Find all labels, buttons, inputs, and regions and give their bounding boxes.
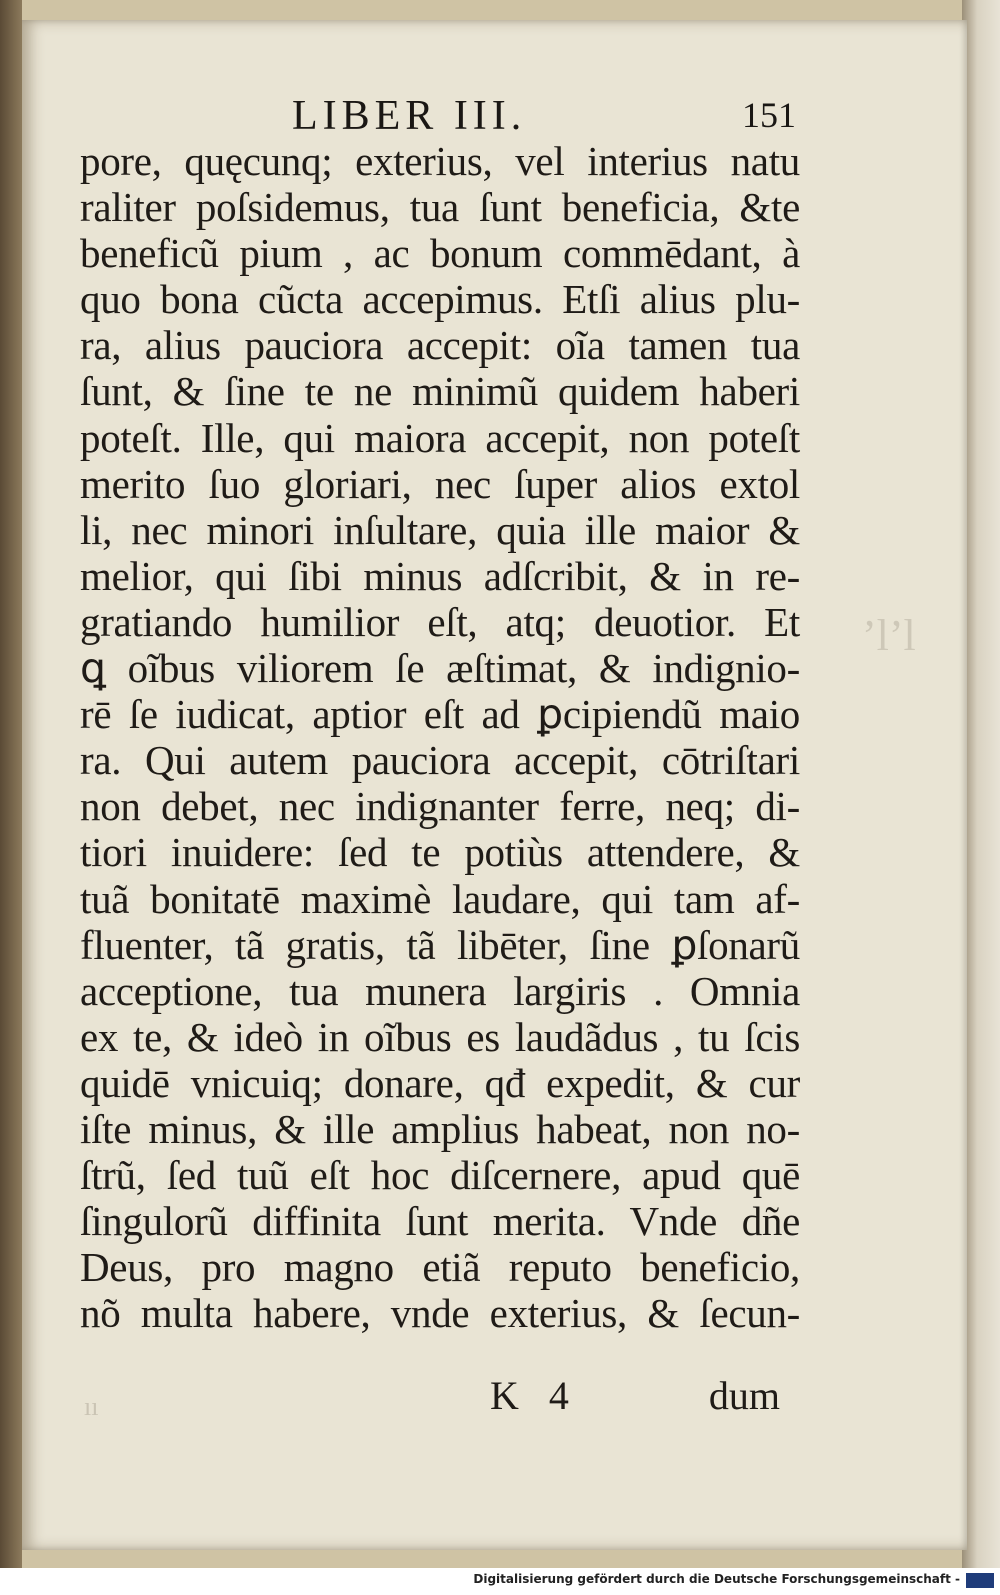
text-line: ſingulorũ diffinita ſunt merita. Vnde dñe <box>80 1198 800 1245</box>
text-line: ra. Qui autem pauciora accepit, cōtriſtari <box>80 737 800 784</box>
text-block <box>80 138 800 1336</box>
signature-row <box>80 1372 780 1422</box>
text-line: tiori inuidere: ſed te potiùs attendere, & <box>80 829 800 876</box>
text-line: ſtrũ, ſed tuũ eſt hoc diſcernere, apud quē <box>80 1152 800 1199</box>
text-line: acceptione, tua munera largiris . Omnia <box>80 967 800 1014</box>
text-line: quidē vnicuiq; donare, qđ expedit, & cur <box>80 1059 800 1106</box>
text-line: ſunt, & ſine te ne minimũ quidem haberi <box>80 368 800 415</box>
text-line: melior, qui ſibi minus adſcribit, & in re- <box>80 552 800 599</box>
text-line: beneficũ pium , ac bonum commēdant, à <box>80 230 800 277</box>
text-line: poteſt. Ille, qui maiora accepit, non poteſt <box>80 414 800 461</box>
text-line: ex te, & ideò in oĩbus es laudãdus , tu ſcis <box>80 1013 800 1060</box>
text-line: li, nec minori inſultare, quia ille maior & <box>80 506 800 553</box>
spine-shadow <box>0 0 22 1568</box>
running-head <box>22 92 967 142</box>
signature-mark: K 4 <box>490 1373 569 1418</box>
text-line: rē ſe iudicat, aptior eſt ad ꝑcipiendũ maio <box>80 691 800 738</box>
text-line: ra, alius pauciora accepit: oĩa tamen tua <box>80 322 800 369</box>
text-line: gratiando humilior eſt, atq; deuotior. Et <box>80 598 800 645</box>
folio-number: 151 <box>742 95 796 135</box>
text-line: iſte minus, & ille amplius habeat, non no- <box>80 1105 800 1152</box>
text-line: nõ multa habere, vnde exterius, & ſecun- <box>80 1290 800 1337</box>
show-through-mark: ıı <box>84 1392 99 1421</box>
text-line: tuã bonitatē maximè laudare, qui tam af- <box>80 875 800 922</box>
text-line: fluenter, tã gratis, tã libēter, ſine ꝑſonarũ <box>80 921 800 968</box>
text-line: quo bona cũcta accepimus. Etſi alius plu- <box>80 276 800 323</box>
book-page <box>22 20 967 1550</box>
page-edge <box>962 0 1000 1568</box>
footer-bar <box>0 1568 1000 1595</box>
running-head-title: LIBER III. <box>292 93 527 139</box>
catchword: dum <box>708 1373 780 1418</box>
funding-credit: Digitalisierung gefördert durch die Deutsche Forschungsgemeinschaft - <box>473 1572 960 1586</box>
text-line: raliter poſsidemus, tua ſunt beneficia, &te <box>80 184 800 231</box>
show-through-mark: ’l’l <box>862 611 916 660</box>
text-line: pore, quęcunq; exterius, vel interius natu <box>80 138 800 184</box>
text-line: ꝗ oĩbus viliorem ſe æſtimat, & indignio- <box>80 645 800 692</box>
text-line: non debet, nec indignanter ferre, neq; di- <box>80 783 800 830</box>
text-line: merito ſuo gloriari, nec ſuper alios extol <box>80 460 800 507</box>
text-line: Deus, pro magno etiã reputo beneficio, <box>80 1244 800 1291</box>
dfg-logo <box>966 1573 994 1588</box>
